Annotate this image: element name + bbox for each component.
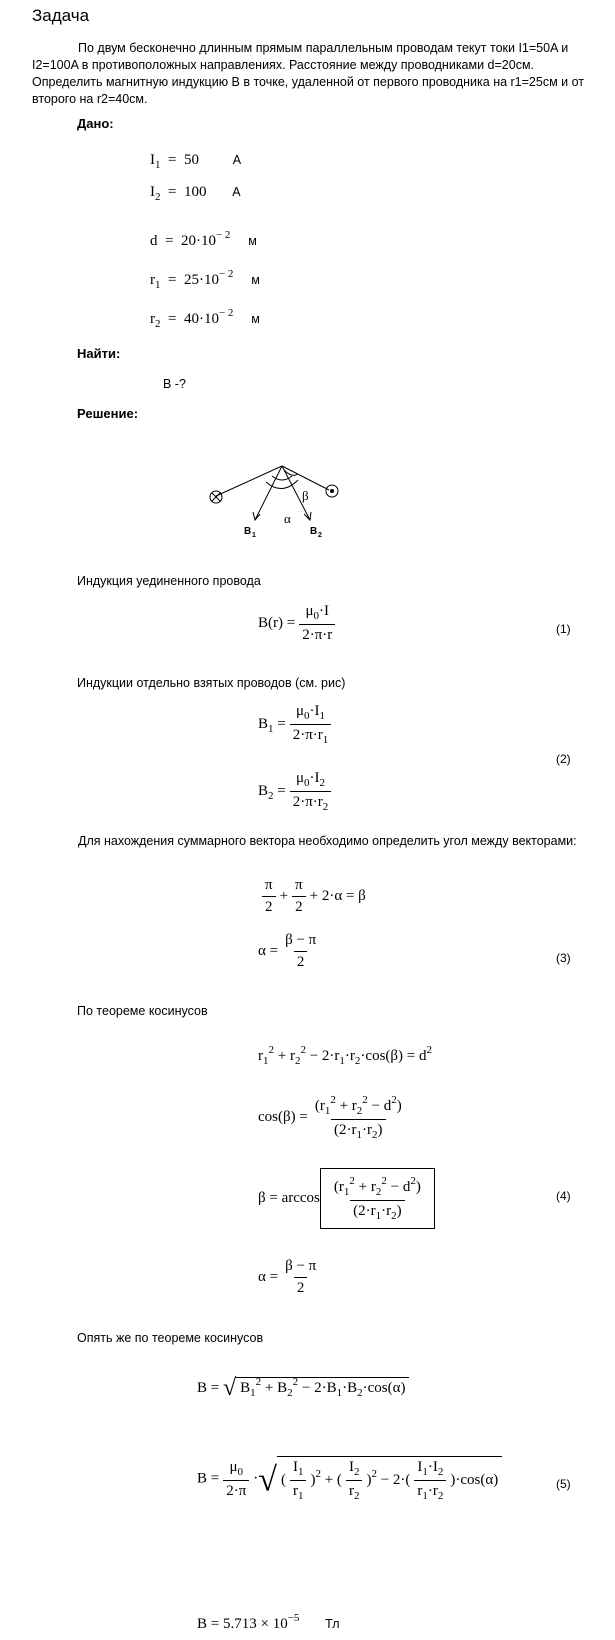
text-angle: Для нахождения суммарного вектора необходимо определить угол между векторами: (78, 834, 577, 848)
result: $B = 5.713 \times 10^{-5}$ Тл (197, 1612, 340, 1632)
eq-number-5: (5) (556, 1477, 571, 1491)
label-B2: B (310, 526, 318, 537)
equation-1: B(r) = $\frac{\mu_0\cdot I}{2\cdot\pi\cdot r}$ (258, 603, 339, 644)
equation-4d: α = $\frac{\beta - \pi}{2}$ (258, 1258, 317, 1296)
svg-text:2: 2 (318, 532, 322, 539)
equation-3b: α = $\frac{\beta - \pi}{2}$ (258, 932, 317, 970)
equation-4c: β = arccos $\frac{(r_1^2 + r_2^2 - d^2)}{(2\cdot r_1\cdot r_2)}$ (258, 1168, 435, 1229)
svg-text:1: 1 (252, 532, 256, 539)
equation-4b: cos(β) = $\frac{(r_1^2 + r_2^2 - d^2)}{(2\cdot r_1\cdot r_2)}$ (258, 1094, 402, 1141)
vector-B1 (255, 466, 282, 520)
equation-4a: $r_1^2 + r_2^2 - 2\cdot r_1\cdot r_2\cdot\cos(\beta) = d^2$ (258, 1044, 432, 1067)
page-title: Задача (32, 6, 90, 25)
text-separate: Индукции отдельно взятых проводов (см. рис) (77, 676, 346, 690)
find-value: B -? (163, 377, 186, 391)
given-r1: $r_1 = 25\cdot 10^{- 2}$ м (150, 268, 260, 291)
solution-heading: Решение: (77, 406, 139, 421)
text-cosine: По теореме косинусов (77, 1004, 208, 1018)
text-single-wire: Индукция уединенного провода (77, 574, 261, 588)
find-heading: Найти: (77, 346, 121, 361)
eq-number-2: (2) (556, 752, 571, 766)
problem-statement: По двум бесконечно длинным прямым параллельным проводам текут токи I1=50A и I2=100A в противоположных направлениях. Расстояние между проводниками d=20см. Определить магнитную индукцию B в точке, удаленной от первого проводника на r1=25см и от второго на r2=40см. (32, 41, 585, 106)
equation-5a: B = √ $B_1^2 + B_2^2 - 2\cdot B_1\cdot B_2\cdot\cos(\alpha)$ (197, 1375, 409, 1402)
eq-number-3: (3) (556, 951, 571, 965)
label-beta: β (302, 488, 309, 503)
line-r1 (216, 466, 282, 496)
wires-figure (200, 460, 350, 548)
given-I1: $I_1 = 50$ А (150, 152, 242, 171)
given-r2: $r_2 = 40\cdot 10^{- 2}$ м (150, 307, 260, 330)
equation-3a: $\frac{\pi}{2}$ + $\frac{\pi}{2}$ + 2·α = β (258, 877, 366, 916)
given-d: $d = 20\cdot 10^{- 2}$ м (150, 229, 257, 249)
equation-2b: $B_2$ = $\frac{\mu_0\cdot I_2}{2\cdot\pi\cdot r_2}$ (258, 770, 335, 813)
given-heading: Дано: (77, 116, 114, 131)
equation-2a: $B_1$ = $\frac{\mu_0\cdot I_1}{2\cdot\pi\cdot r_1}$ (258, 703, 335, 746)
text-again-cosine: Опять же по теореме косинусов (77, 1331, 264, 1345)
eq-number-1: (1) (556, 622, 571, 636)
label-B1: B (244, 526, 252, 537)
equation-5b: B = $\frac{\mu_0}{2\cdot\pi}$ ·√ ( $\frac{I_1}{r_1}$ )$^2$ + ( $\frac{I_2}{r_2}$ )$^2$ − 2·( $\frac{I_1\cdot I_2}{r_1\cdot r_2}$ )·cos(α) (197, 1456, 502, 1502)
given-I2: $I_2 = 100$ А (150, 184, 241, 203)
eq-number-4: (4) (556, 1189, 571, 1203)
label-alpha: α (284, 511, 291, 526)
